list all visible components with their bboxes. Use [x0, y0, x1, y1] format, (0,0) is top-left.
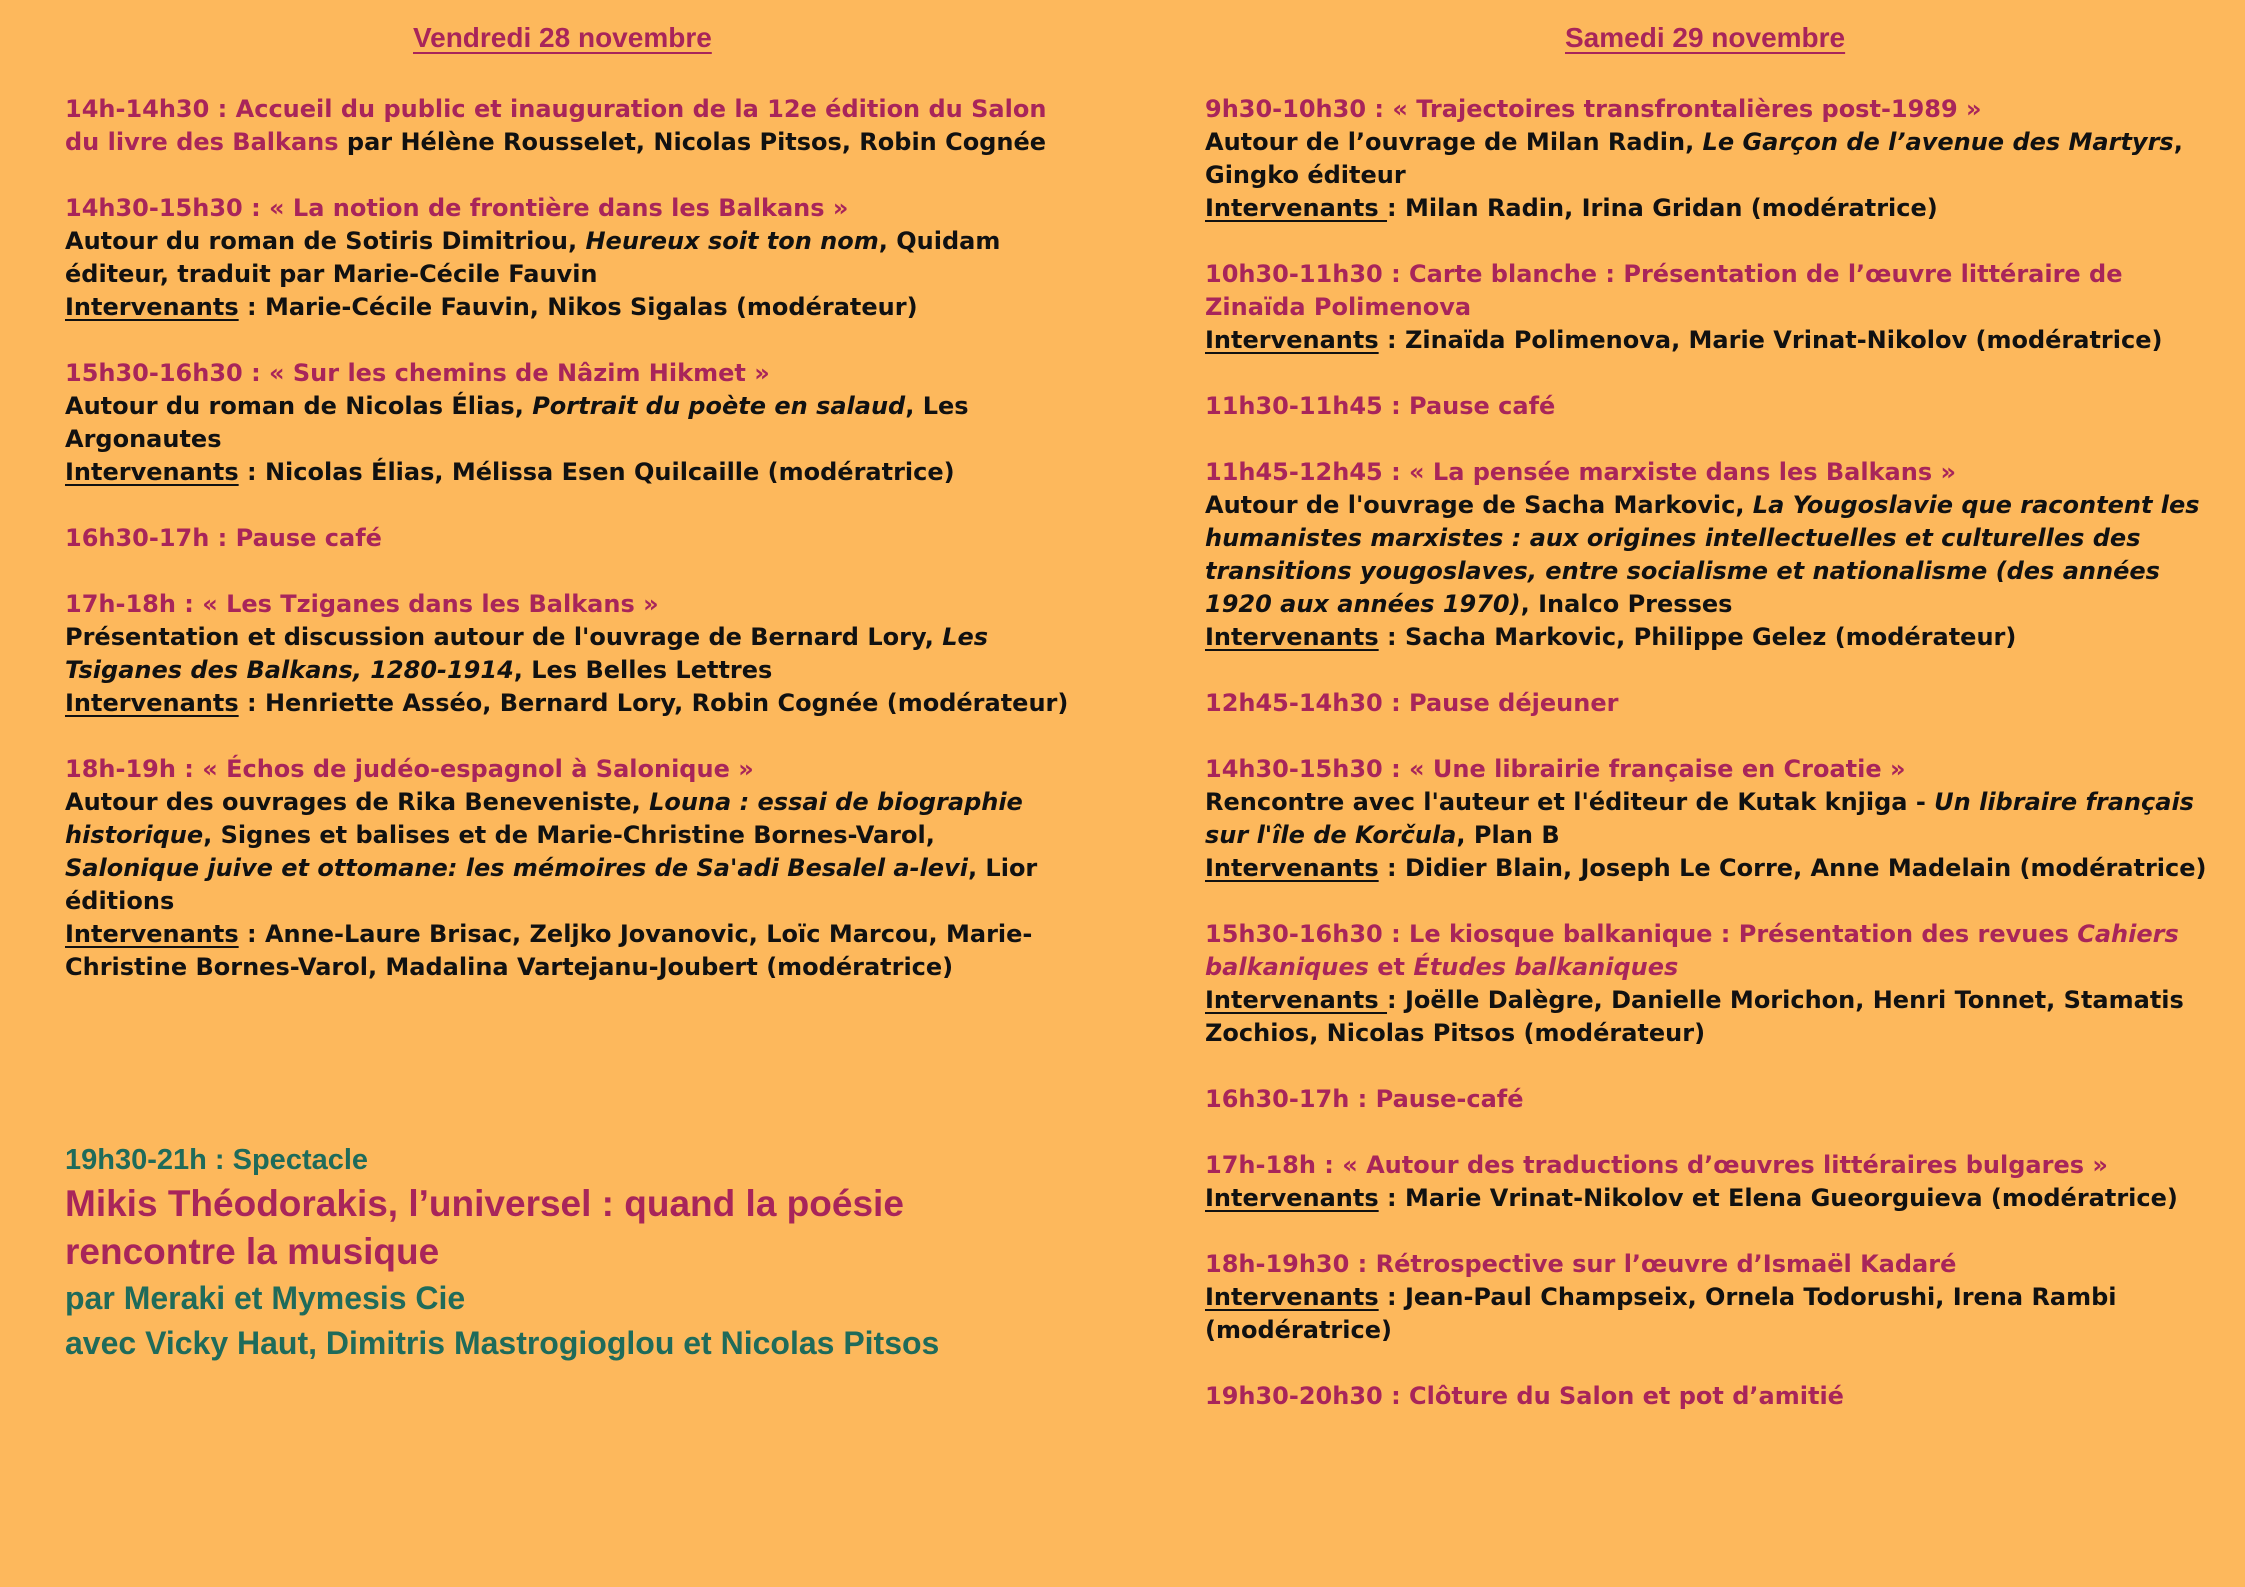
event-saturday-3	[1205, 390, 2215, 423]
event-saturday-10	[1205, 1248, 2215, 1347]
event-saturday-6	[1205, 753, 2215, 885]
event-title: 19h30-20h30 : Clôture du Salon et pot d’amitié	[1205, 1382, 1844, 1410]
journal-title: Cahiers balkaniques	[1205, 920, 2179, 981]
show-company: par Meraki et Mymesis Cie	[65, 1280, 466, 1316]
event-saturday-7	[1205, 918, 2215, 1050]
event-description: Autour de l'ouvrage de Sacha Markovic, La Yougoslavie que racontent les humanistes marxistes : aux origines intellectuelles et culturelles des transitions yougoslaves, entre socialisme et nationalisme (des années 1920 aux années 1970), Inalco Presses	[1205, 491, 2200, 618]
event-saturday-8	[1205, 1083, 2215, 1116]
friday-events	[65, 93, 1075, 1017]
event-speakers: Intervenants : Joëlle Dalègre, Danielle Morichon, Henri Tonnet, Stamatis Zochios, Nicolas Pitsos (modérateur)	[1205, 986, 2184, 1047]
book-title: La Yougoslavie que racontent les humanistes marxistes : aux origines intellectuelles et culturelles des transitions yougoslaves, entre socialisme et nationalisme (des années 1920 aux années 1970)	[1205, 491, 2200, 618]
book-title: Le Garçon de l’avenue des Martyrs	[1702, 128, 2174, 156]
saturday-events	[1205, 93, 2215, 1446]
show-block	[65, 1140, 1075, 1366]
speakers-label: Intervenants	[65, 293, 239, 321]
event-saturday-2	[1205, 258, 2215, 357]
event-speakers: Intervenants : Didier Blain, Joseph Le Corre, Anne Madelain (modératrice)	[1205, 854, 2207, 882]
event-title: 18h-19h30 : Rétrospective sur l’œuvre d’Ismaël Kadaré	[1205, 1250, 1957, 1278]
event-description: Autour des ouvrages de Rika Beneveniste, Louna : essai de biographie historique, Signes et balises et de Marie-Christine Bornes-Varol, Salonique juive et ottomane: les mémoires de Sa'adi Besalel a-levi, Lior éditions	[65, 788, 1038, 915]
book-title: Louna : essai de biographie historique	[65, 788, 1023, 849]
event-friday-3	[65, 357, 1075, 489]
event-speakers: Intervenants : Jean-Paul Champseix, Ornela Todorushi, Irena Rambi (modératrice)	[1205, 1283, 2117, 1344]
journal-title: Études balkaniques	[1413, 953, 1679, 981]
speakers-label: Intervenants	[1205, 986, 1388, 1014]
event-title: 12h45-14h30 : Pause déjeuner	[1205, 689, 1619, 717]
event-title: 10h30-11h30 : Carte blanche : Présentation de l’œuvre littéraire de Zinaïda Polimenova	[1205, 260, 2123, 321]
speakers-label: Intervenants	[1205, 1184, 1379, 1212]
event-title: 14h-14h30 : Accueil du public et inauguration de la 12e édition du Salon du livre des Balkans	[65, 95, 1047, 156]
event-speakers: Intervenants : Marie-Cécile Fauvin, Nikos Sigalas (modérateur)	[65, 293, 918, 321]
event-saturday-1	[1205, 93, 2215, 225]
event-friday-5	[65, 588, 1075, 720]
book-title: Un libraire français sur l'île de Korčula	[1205, 788, 2194, 849]
speakers-label: Intervenants	[1205, 1283, 1379, 1311]
event-description: Autour du roman de Nicolas Élias, Portrait du poète en salaud, Les Argonautes	[65, 392, 969, 453]
event-saturday-5	[1205, 687, 2215, 720]
book-title: Heureux soit ton nom	[585, 227, 879, 255]
event-description: Autour du roman de Sotiris Dimitriou, Heureux soit ton nom, Quidam éditeur, traduit par Marie-Cécile Fauvin	[65, 227, 1001, 288]
speakers-label: Intervenants	[1205, 194, 1388, 222]
speakers-label: Intervenants	[65, 920, 239, 948]
event-title: 14h30-15h30 : « Une librairie française en Croatie »	[1205, 755, 1906, 783]
event-title: 15h30-16h30 : Le kiosque balkanique : Présentation des revues Cahiers balkaniques et Études balkaniques	[1205, 920, 2179, 981]
event-title: 14h30-15h30 : « La notion de frontière dans les Balkans »	[65, 194, 849, 222]
show-time: 19h30-21h : Spectacle	[65, 1144, 369, 1176]
show-title: Mikis Théodorakis, l’universel : quand la poésie rencontre la musique	[65, 1183, 904, 1272]
event-title: 16h30-17h : Pause-café	[1205, 1085, 1524, 1113]
event-speakers: Intervenants : Nicolas Élias, Mélissa Esen Quilcaille (modératrice)	[65, 458, 955, 486]
event-friday-6	[65, 753, 1075, 984]
event-speakers: Intervenants : Milan Radin, Irina Gridan (modératrice)	[1205, 194, 1938, 222]
event-title: 18h-19h : « Échos de judéo-espagnol à Salonique »	[65, 755, 754, 783]
event-saturday-11	[1205, 1380, 2215, 1413]
event-title: 15h30-16h30 : « Sur les chemins de Nâzim Hikmet »	[65, 359, 770, 387]
event-title: 16h30-17h : Pause café	[65, 524, 382, 552]
event-speakers: Intervenants : Marie Vrinat-Nikolov et Elena Gueorguieva (modératrice)	[1205, 1184, 2178, 1212]
speakers-label: Intervenants	[65, 458, 239, 486]
event-title: 11h30-11h45 : Pause café	[1205, 392, 1556, 420]
event-description: Présentation et discussion autour de l'ouvrage de Bernard Lory, Les Tsiganes des Balkans, 1280-1914, Les Belles Lettres	[65, 623, 989, 684]
speakers-label: Intervenants	[1205, 854, 1379, 882]
event-title: 9h30-10h30 : « Trajectoires transfrontalières post-1989 »	[1205, 95, 1982, 123]
event-speakers: par Hélène Rousselet, Nicolas Pitsos, Robin Cognée	[338, 128, 1047, 156]
speakers-label: Intervenants	[1205, 623, 1379, 651]
event-friday-2	[65, 192, 1075, 324]
event-speakers: Intervenants : Sacha Markovic, Philippe Gelez (modérateur)	[1205, 623, 2017, 651]
event-description: Rencontre avec l'auteur et l'éditeur de Kutak knjiga - Un libraire français sur l'île de Korčula, Plan B	[1205, 788, 2194, 849]
friday-heading: Vendredi 28 novembre	[413, 22, 712, 53]
speakers-label: Intervenants	[65, 689, 239, 717]
event-speakers: Intervenants : Anne-Laure Brisac, Zeljko Jovanovic, Loïc Marcou, Marie-Christine Bornes-Varol, Madalina Vartejanu-Joubert (modératrice)	[65, 920, 1033, 981]
event-title: 17h-18h : « Autour des traductions d’œuvres littéraires bulgares »	[1205, 1151, 2108, 1179]
event-friday-1	[65, 93, 1075, 159]
book-title: Portrait du poète en salaud	[532, 392, 906, 420]
show-performers: avec Vicky Haut, Dimitris Mastrogioglou et Nicolas Pitsos	[65, 1325, 940, 1361]
event-saturday-4	[1205, 456, 2215, 654]
event-title: 17h-18h : « Les Tziganes dans les Balkans »	[65, 590, 659, 618]
book-title: Les Tsiganes des Balkans, 1280-1914	[65, 623, 989, 684]
event-speakers: Intervenants : Zinaïda Polimenova, Marie Vrinat-Nikolov (modératrice)	[1205, 326, 2163, 354]
saturday-heading: Samedi 29 novembre	[1565, 22, 1846, 53]
event-title: 11h45-12h45 : « La pensée marxiste dans les Balkans »	[1205, 458, 1956, 486]
book-title: Salonique juive et ottomane: les mémoires de Sa'adi Besalel a-levi	[65, 854, 968, 882]
event-saturday-9	[1205, 1149, 2215, 1215]
speakers-label: Intervenants	[1205, 326, 1379, 354]
event-speakers: Intervenants : Henriette Asséo, Bernard Lory, Robin Cognée (modérateur)	[65, 689, 1069, 717]
event-description: Autour de l’ouvrage de Milan Radin, Le Garçon de l’avenue des Martyrs, Gingko éditeur	[1205, 128, 2183, 189]
event-friday-4	[65, 522, 1075, 555]
